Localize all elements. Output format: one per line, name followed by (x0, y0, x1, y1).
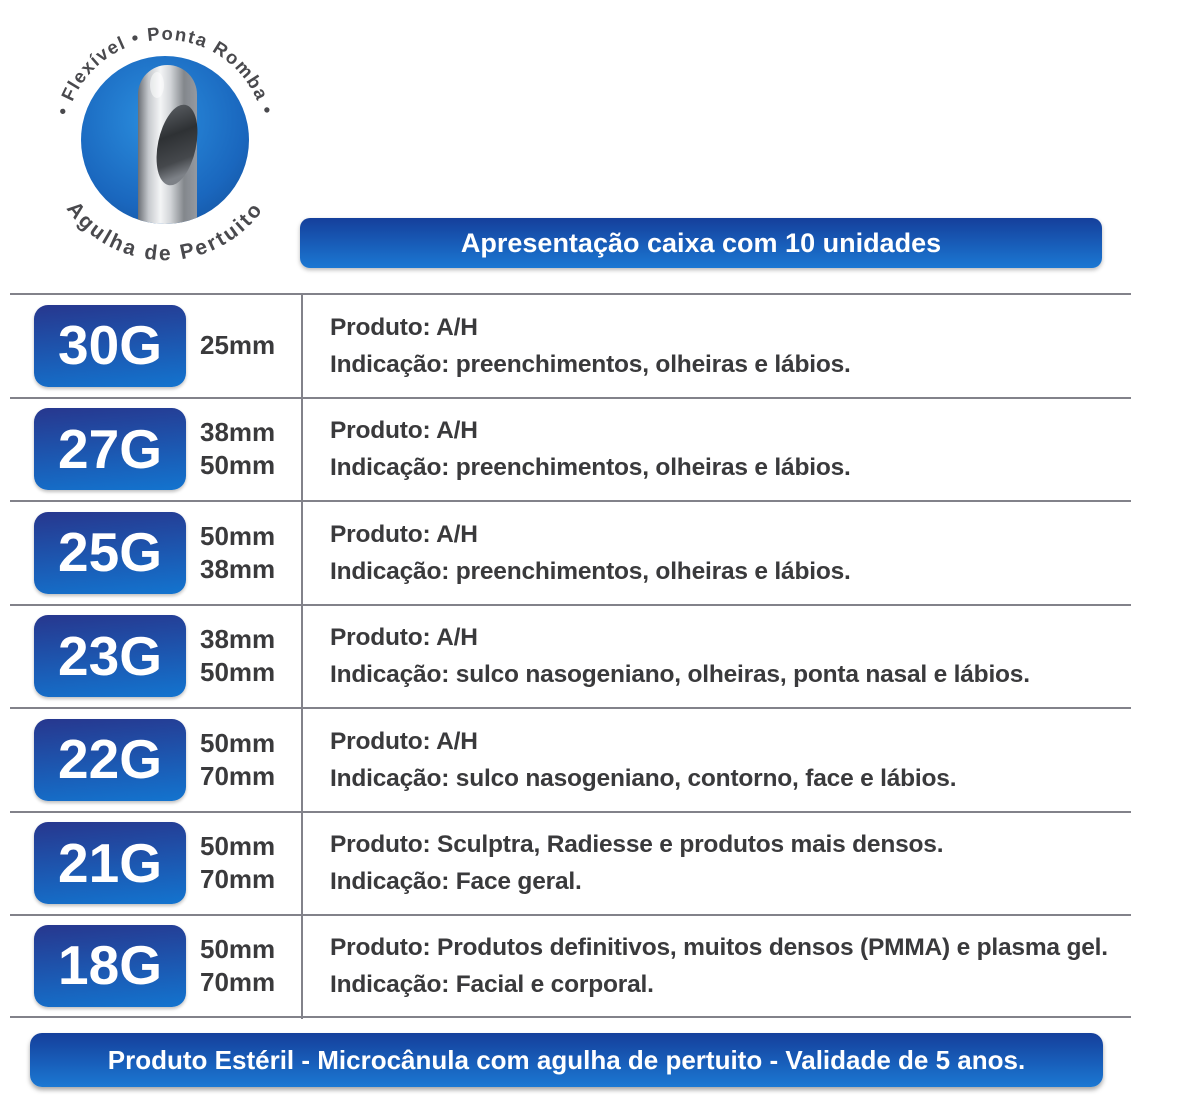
produto-text: Produto: Produtos definitivos, muitos densos (PMMA) e plasma gel. (330, 933, 1108, 961)
gauge-label: 22G (58, 728, 162, 791)
gauge-badge (34, 719, 186, 801)
table-row (10, 604, 1131, 708)
indicacao-text: Indicação: preenchimentos, olheiras e lábios. (330, 454, 851, 482)
row-description (330, 929, 1131, 1003)
size-label: 70mm (200, 966, 276, 997)
table-row (10, 914, 1131, 1018)
size-list (200, 520, 300, 586)
gauge-badge (34, 408, 186, 490)
size-label: 50mm (200, 831, 276, 862)
gauge-badge (34, 615, 186, 697)
size-list (200, 933, 300, 999)
size-label: 50mm (200, 450, 276, 481)
table-row (10, 500, 1131, 604)
size-label: 50mm (200, 933, 276, 964)
table-row (10, 397, 1131, 501)
indicacao-text: Indicação: preenchimentos, olheiras e lábios. (330, 557, 851, 585)
produto-text: Produto: A/H (330, 520, 478, 548)
indicacao-text: Indicação: Face geral. (330, 868, 582, 896)
size-label: 38mm (200, 624, 276, 655)
table-row (10, 293, 1131, 397)
size-label: 50mm (200, 727, 276, 758)
row-description (330, 412, 1131, 486)
produto-text: Produto: A/H (330, 417, 478, 445)
logo-arc-text-top-path: • Flexível • Ponta Romba • (51, 22, 279, 118)
gauge-label: 30G (58, 314, 162, 377)
size-list (200, 623, 300, 689)
gauge-label: 18G (58, 934, 162, 997)
header-title: Apresentação caixa com 10 unidades (460, 227, 942, 258)
gauge-badge (34, 925, 186, 1007)
produto-text: Produto: A/H (330, 313, 478, 341)
produto-text: Produto: A/H (330, 624, 478, 652)
size-list (200, 416, 300, 482)
logo-arc-text-bottom-path: Agulha de Pertuito (62, 197, 268, 266)
row-description (330, 309, 1131, 383)
size-label: 38mm (200, 417, 276, 448)
size-list (200, 830, 300, 896)
produto-text: Produto: Sculptra, Radiesse e produtos mais densos. (330, 831, 944, 859)
gauge-label: 27G (58, 417, 162, 480)
row-description (330, 619, 1131, 693)
table-row (10, 707, 1131, 811)
produto-text: Produto: A/H (330, 727, 478, 755)
gauge-badge (34, 822, 186, 904)
row-description (330, 723, 1131, 797)
indicacao-text: Indicação: sulco nasogeniano, olheiras, ponta nasal e lábios. (330, 661, 1030, 689)
gauge-label: 23G (58, 624, 162, 687)
size-label: 25mm (200, 330, 276, 361)
footer-banner (30, 1033, 1103, 1087)
gauge-label: 21G (58, 831, 162, 894)
logo-badge (20, 3, 310, 288)
row-description (330, 826, 1131, 900)
size-list (200, 727, 300, 793)
gauge-label: 25G (58, 521, 162, 584)
gauge-table-rows (10, 293, 1131, 1018)
indicacao-text: Indicação: sulco nasogeniano, contorno, face e lábios. (330, 764, 957, 792)
size-label: 70mm (200, 760, 276, 791)
size-list (200, 329, 300, 362)
footer-text: Produto Estéril - Microcânula com agulha de pertuito - Validade de 5 anos. (107, 1044, 1026, 1075)
size-label: 50mm (200, 520, 276, 551)
size-label: 70mm (200, 864, 276, 895)
table-row (10, 811, 1131, 915)
indicacao-text: Indicação: Facial e corporal. (330, 970, 654, 998)
size-label: 38mm (200, 553, 276, 584)
header-banner (300, 218, 1102, 268)
size-label: 50mm (200, 657, 276, 688)
indicacao-text: Indicação: preenchimentos, olheiras e lábios. (330, 350, 851, 378)
gauge-badge (34, 305, 186, 387)
gauge-badge (34, 512, 186, 594)
row-description (330, 516, 1131, 590)
